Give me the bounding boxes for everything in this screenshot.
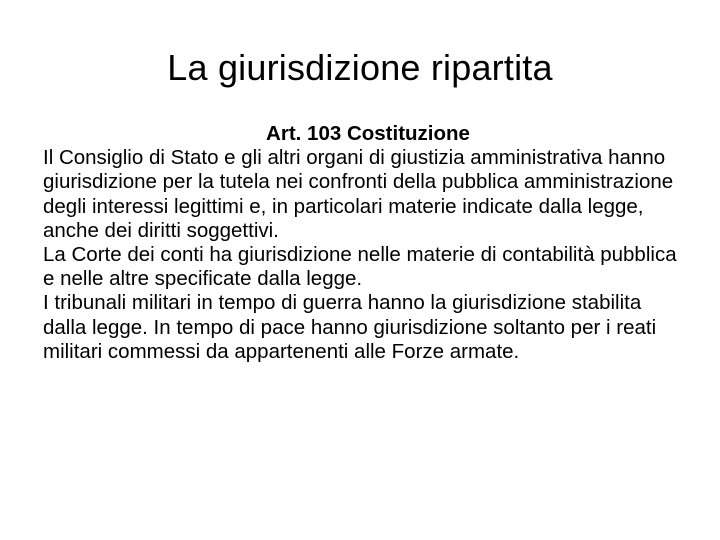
slide-content bbox=[43, 122, 683, 364]
slide-title: La giurisdizione ripartita bbox=[167, 47, 553, 88]
paragraph-corte-dei-conti: La Corte dei conti ha giurisdizione nelle materie di contabilità pubblica e nelle altre specificate dalla legge. bbox=[43, 243, 677, 291]
paragraph-consiglio-di-stato: Il Consiglio di Stato e gli altri organi di giustizia amministrativa hanno giurisdizione per la tutela nei confronti della pubblica amministrazione degli interessi legittimi e, in particolari materie indicate dalla legge, anche dei diritti soggettivi. bbox=[43, 146, 674, 242]
paragraph-tribunali-militari: I tribunali militari in tempo di guerra hanno la giurisdizione stabilita dalla legge. In tempo di pace hanno giurisdizione soltanto per i reati militari commessi da appartenenti alle Forze armate. bbox=[43, 291, 657, 363]
article-heading: Art. 103 Costituzione bbox=[266, 122, 470, 145]
